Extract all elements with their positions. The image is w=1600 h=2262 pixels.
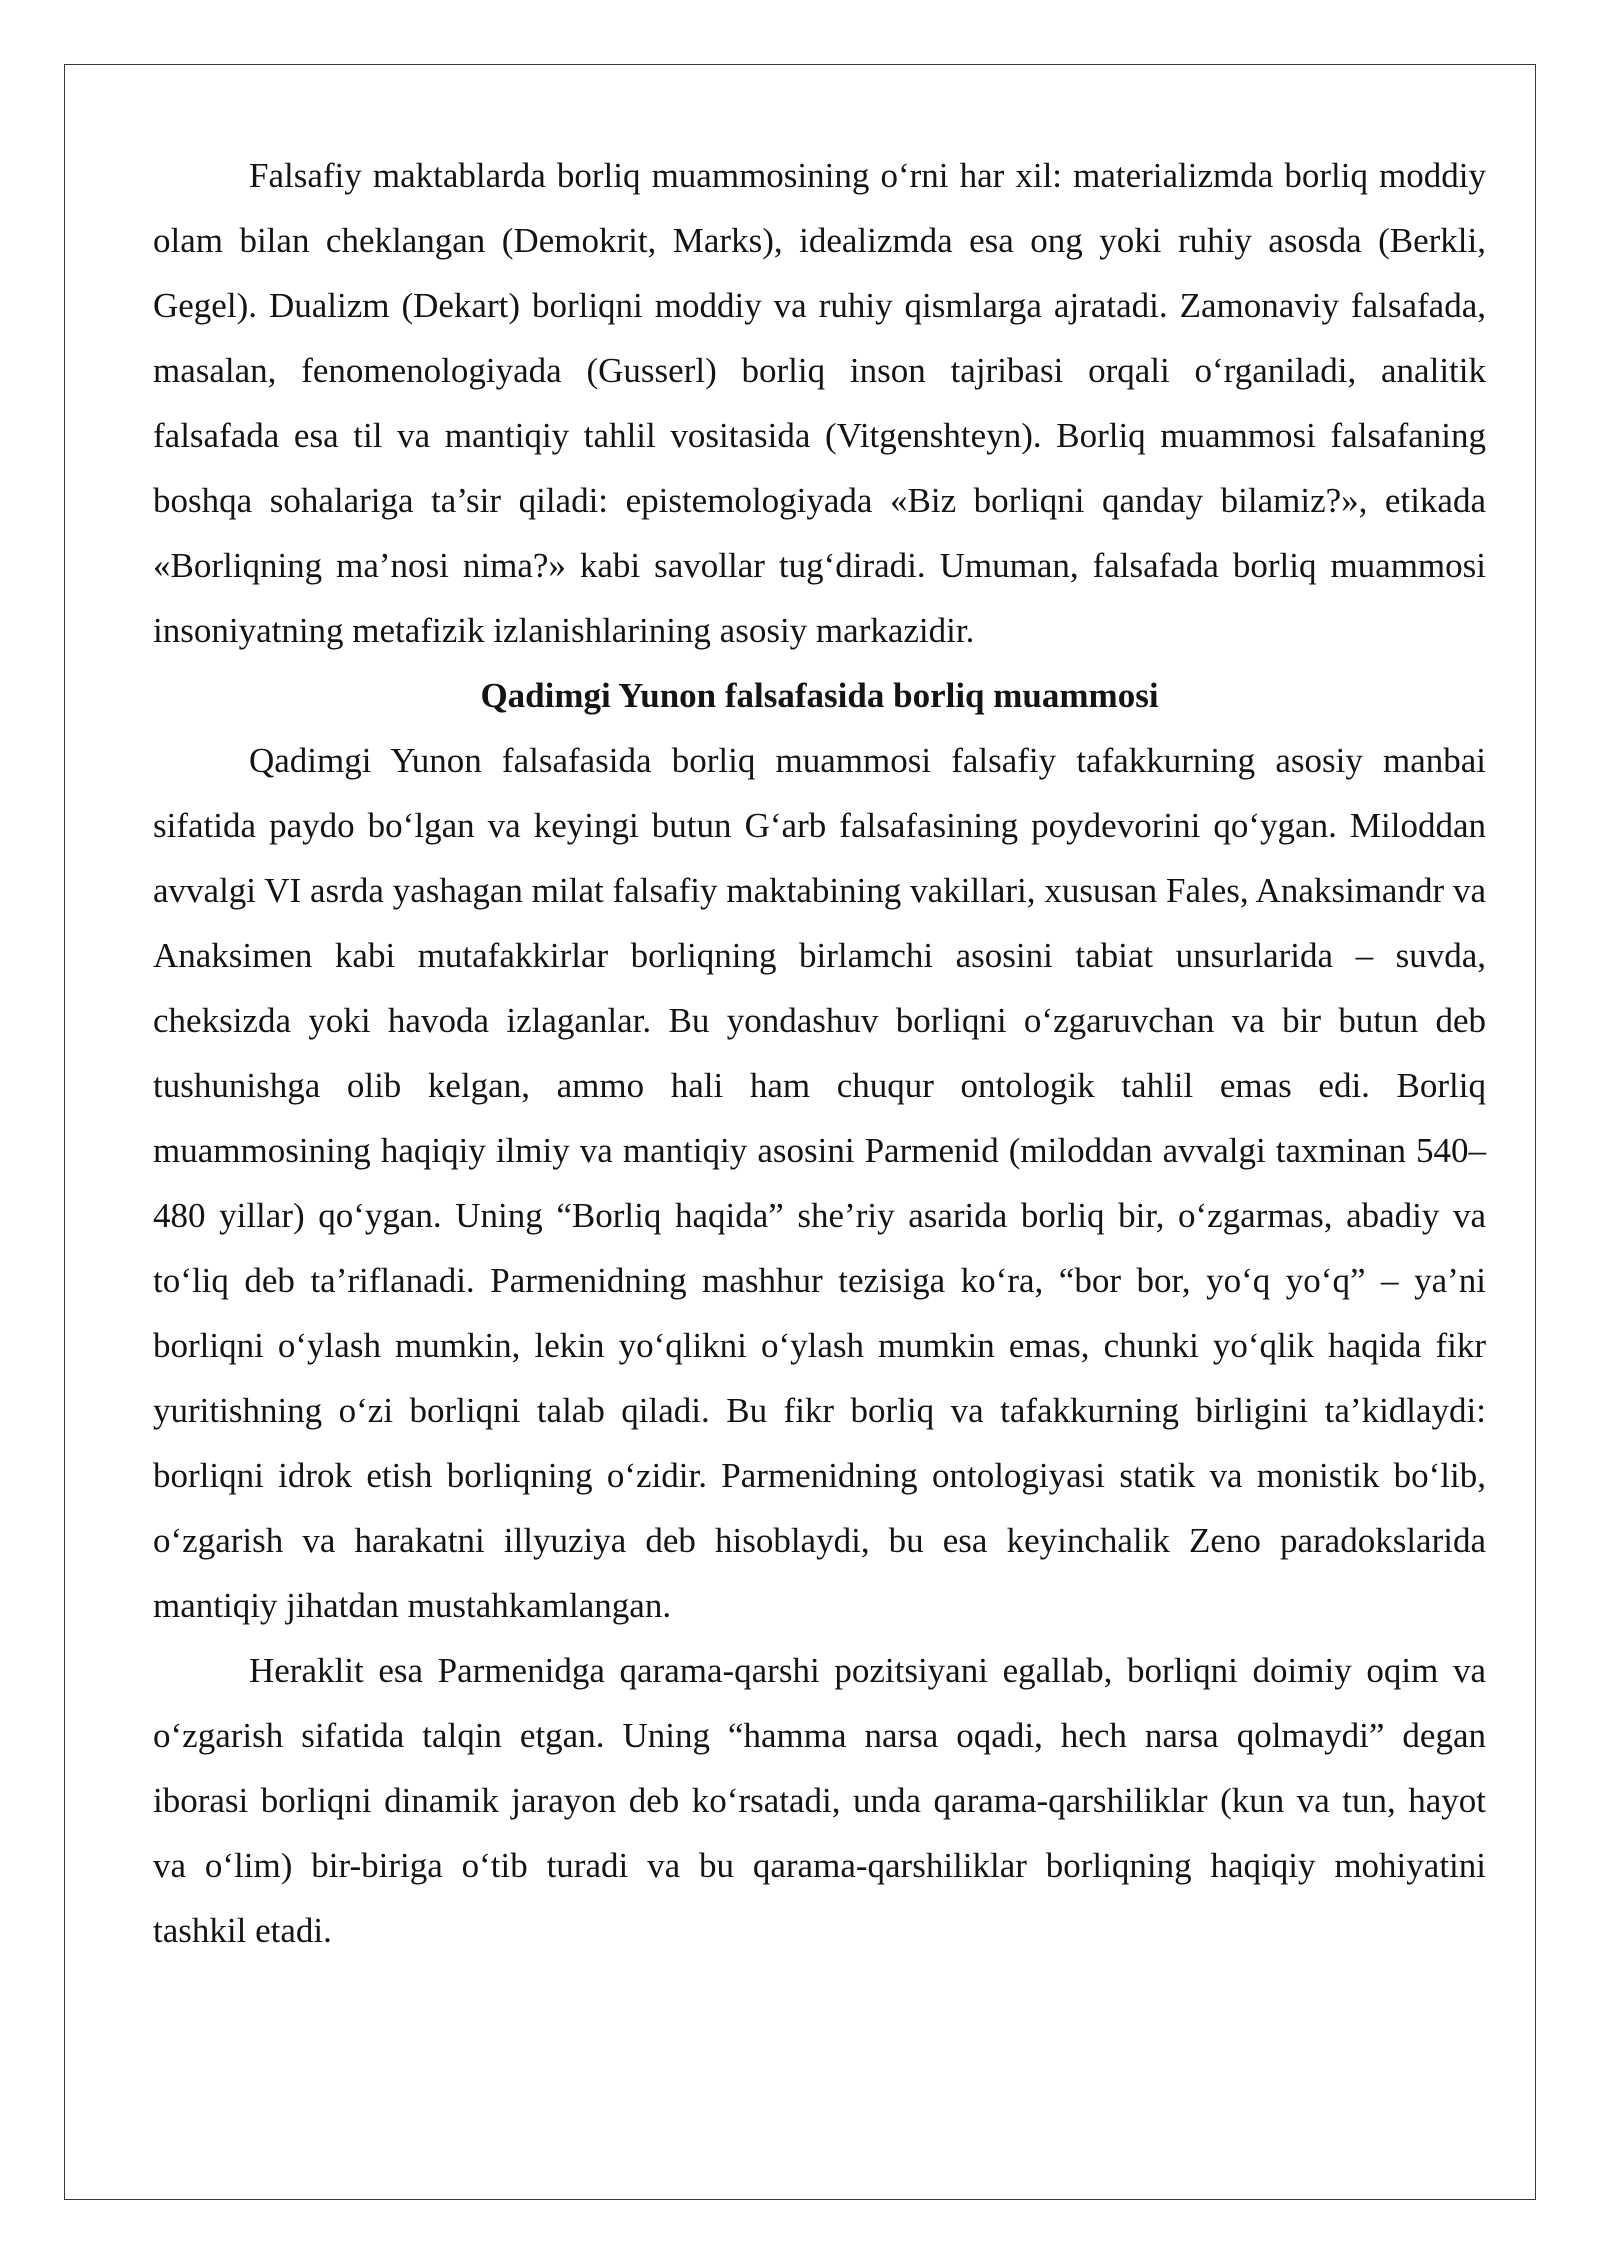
document-body: [153, 143, 1486, 1963]
paragraph-heraclitus: Heraklit esa Parmenidga qarama-qarshi pozitsiyani egallab, borliqni doimiy oqim va o‘zgarish sifatida talqin etgan. Uning “hamma narsa oqadi, hech narsa qolmaydi” degan iborasi borliqni dinamik jarayon deb ko‘rsatadi, unda qarama-qarshiliklar (kun va tun, hayot va o‘lim) bir-biriga o‘tib turadi va bu qarama-qarshiliklar borliqning haqiqiy mohiyatini tashkil etadi.: [153, 1651, 1486, 1950]
paragraph-ancient-greek-being: Qadimgi Yunon falsafasida borliq muammosi falsafiy tafakkurning asosiy manbai sifatida paydo bo‘lgan va keyingi butun G‘arb falsafasining poydevorini qo‘ygan. Miloddan avvalgi VI asrda yashagan milat falsafiy maktabining vakillari, xususan Fales, Anaksimandr va Anaksimen kabi mutafakkirlar borliqning birlamchi asosini tabiat unsurlarida – suvda, cheksizda yoki havoda izlaganlar. Bu yondashuv borliqni o‘zgaruvchan va bir butun deb tushunishga olib kelgan, ammo hali ham chuqur ontologik tahlil emas edi. Borliq muammosining haqiqiy ilmiy va mantiqiy asosini Parmenid (miloddan avvalgi taxminan 540–480 yillar) qo‘ygan. Uning “Borliq haqida” she’riy asarida borliq bir, o‘zgarmas, abadiy va to‘liq deb ta’riflanadi. Parmenidning mashhur tezisiga ko‘ra, “bor bor, yo‘q yo‘q” – ya’ni borliqni o‘ylash mumkin, lekin yo‘qlikni o‘ylash mumkin emas, chunki yo‘qlik haqida fikr yuritishning o‘zi borliqni talab qiladi. Bu fikr borliq va tafakkurning birligini ta’kidlaydi: borliqni idrok etish borliqning o‘zidir. Parmenidning ontologiyasi statik va monistik bo‘lib, o‘zgarish va harakatni illyuziya deb hisoblaydi, bu esa keyinchalik Zeno paradokslarida mantiqiy jihatdan mustahkamlangan.: [153, 741, 1486, 1625]
section-heading: Qadimgi Yunon falsafasida borliq muammosi: [480, 676, 1159, 715]
paragraph-philosophical-schools: Falsafiy maktablarda borliq muammosining o‘rni har xil: materializmda borliq moddiy olam bilan cheklangan (Demokrit, Marks), idealizmda esa ong yoki ruhiy asosda (Berkli, Gegel). Dualizm (Dekart) borliqni moddiy va ruhiy qismlarga ajratadi. Zamonaviy falsafada, masalan, fenomenologiyada (Gusserl) borliq inson tajribasi orqali o‘rganiladi, analitik falsafada esa til va mantiqiy tahlil vositasida (Vitgenshteyn). Borliq muammosi falsafaning boshqa sohalariga ta’sir qiladi: epistemologiyada «Biz borliqni qanday bilamiz?», etikada «Borliqning ma’nosi nima?» kabi savollar tug‘diradi. Umuman, falsafada borliq muammosi insoniyatning metafizik izlanishlarining asosiy markazidir.: [153, 156, 1486, 650]
